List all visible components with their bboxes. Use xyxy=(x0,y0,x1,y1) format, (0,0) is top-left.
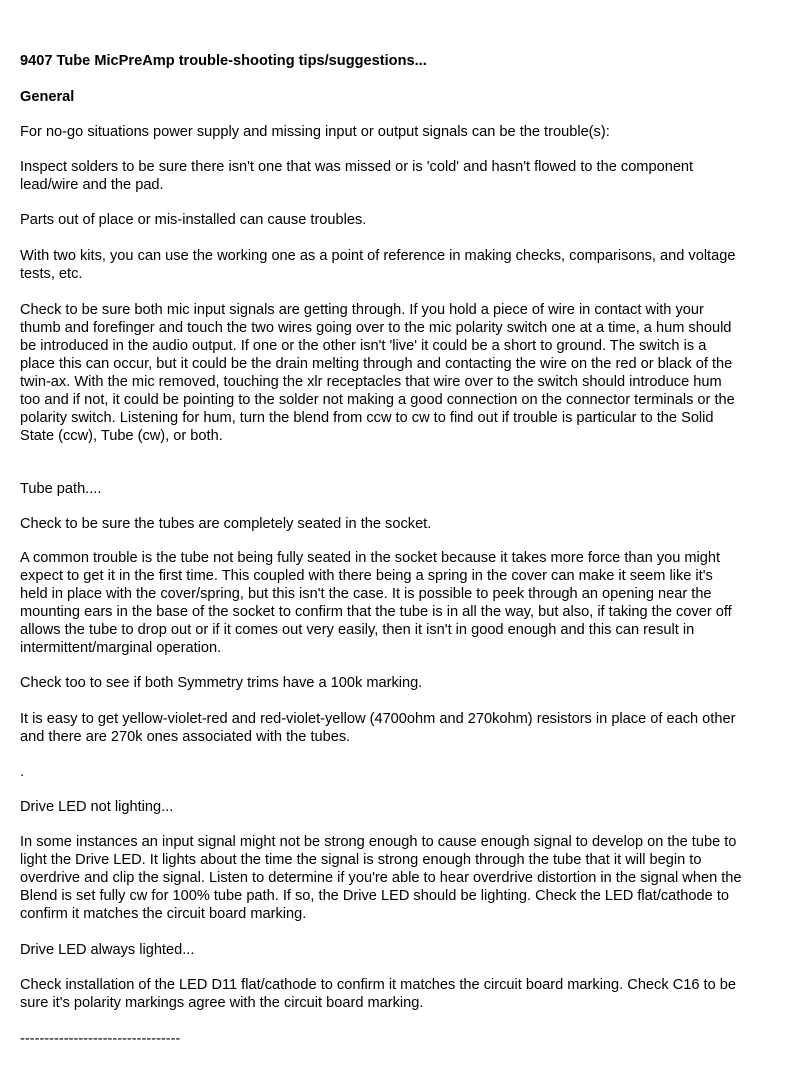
general-paragraph-5 xyxy=(20,301,790,445)
text-line: be introduced in the audio output. If one or the other isn't 'live' it could be a short to ground. The switch is a xyxy=(20,338,707,354)
text-line: sure it's polarity markings agree with the circuit board marking. xyxy=(20,995,424,1011)
text-line: held in place with the cover/spring, but this isn't the case. It is possible to peek through an opening near the xyxy=(20,586,712,602)
text-line: allows the tube to drop out or if it comes out very easily, then it isn't in good enough and this can result in xyxy=(20,622,695,638)
general-heading: General xyxy=(20,89,75,105)
text-line: Parts out of place or mis-installed can cause troubles. xyxy=(20,212,367,228)
text-line: In some instances an input signal might not be strong enough to cause enough signal to develop on the tube to xyxy=(20,834,737,850)
text-line: lead/wire and the pad. xyxy=(20,177,164,193)
text-line: It is easy to get yellow-violet-red and red-violet-yellow (4700ohm and 270kohm) resistors in place of each other xyxy=(20,711,736,727)
text-line: With two kits, you can use the working one as a point of reference in making checks, comparisons, and voltage xyxy=(20,248,736,264)
text-line: For no-go situations power supply and missing input or output signals can be the trouble(s): xyxy=(20,124,610,140)
text-line: overdrive and clip the signal. Listen to determine if you're able to hear overdrive distortion in the signal when the xyxy=(20,870,742,886)
text-line: mounting ears in the base of the socket to confirm that the tube is in all the way, but also, if taking the cover off xyxy=(20,604,732,620)
text-line: Check to be sure the tubes are completely seated in the socket. xyxy=(20,516,432,532)
text-line: expect to get it in the first time. This coupled with there being a spring in the cover can make it seem like it's xyxy=(20,568,713,584)
text-line: light the Drive LED. It lights about the time the signal is strong enough through the tube that it will begin to xyxy=(20,852,702,868)
text-line: Check installation of the LED D11 flat/cathode to confirm it matches the circuit board marking. Check C16 to be xyxy=(20,977,736,993)
text-line: twin-ax. With the mic removed, touching the xlr receptacles that wire over to the switch should introduce hum xyxy=(20,374,722,390)
tube-heading: Tube path.... xyxy=(20,481,102,497)
drive-led-off-paragraph xyxy=(20,833,790,923)
text-line: too and if not, it could be pointing to the solder not making a good connection on the connector terminals or the xyxy=(20,392,735,408)
drive-led-on-paragraph xyxy=(20,976,790,1012)
text-line: and there are 270k ones associated with the tubes. xyxy=(20,729,351,745)
text-line: Check too to see if both Symmetry trims have a 100k marking. xyxy=(20,675,423,691)
general-paragraph-2 xyxy=(20,158,790,194)
text-line: thumb and forefinger and touch the two wires going over to the mic polarity switch one at a time, a hum should xyxy=(20,320,732,336)
document-title: 9407 Tube MicPreAmp trouble-shooting tips/suggestions... xyxy=(20,53,427,69)
tube-paragraph-4 xyxy=(20,710,790,746)
tube-paragraph-2 xyxy=(20,549,790,657)
text-line: State (ccw), Tube (cw), or both. xyxy=(20,428,223,444)
tube-paragraph-3 xyxy=(20,674,790,692)
separator-line: --------------------------------- xyxy=(20,1031,181,1047)
text-line: polarity switch. Listening for hum, turn the blend from ccw to cw to find out if trouble is particular to the Solid xyxy=(20,410,714,426)
text-line: Inspect solders to be sure there isn't one that was missed or is 'cold' and hasn't flowed to the component xyxy=(20,159,694,175)
tube-paragraph-5 xyxy=(20,763,790,781)
drive-led-on-heading: Drive LED always lighted... xyxy=(20,942,195,958)
drive-led-off-heading: Drive LED not lighting... xyxy=(20,799,174,815)
tube-paragraph-1 xyxy=(20,515,790,533)
text-line: confirm it matches the circuit board marking. xyxy=(20,906,307,922)
text-line: tests, etc. xyxy=(20,266,83,282)
text-line: Check to be sure both mic input signals are getting through. If you hold a piece of wire in contact with your xyxy=(20,302,704,318)
text-line: Blend is set fully cw for 100% tube path. If so, the Drive LED should be lighting. Check the LED flat/cathode to xyxy=(20,888,730,904)
general-paragraph-3 xyxy=(20,211,790,229)
general-paragraph-1 xyxy=(20,123,790,141)
text-line: intermittent/marginal operation. xyxy=(20,640,222,656)
text-line: place this can occur, but it could be the drain melting through and contacting the wire on the red or black of the xyxy=(20,356,733,372)
text-line: . xyxy=(20,764,25,780)
general-paragraph-4 xyxy=(20,247,790,283)
text-line: A common trouble is the tube not being fully seated in the socket because it takes more force than you might xyxy=(20,550,721,566)
